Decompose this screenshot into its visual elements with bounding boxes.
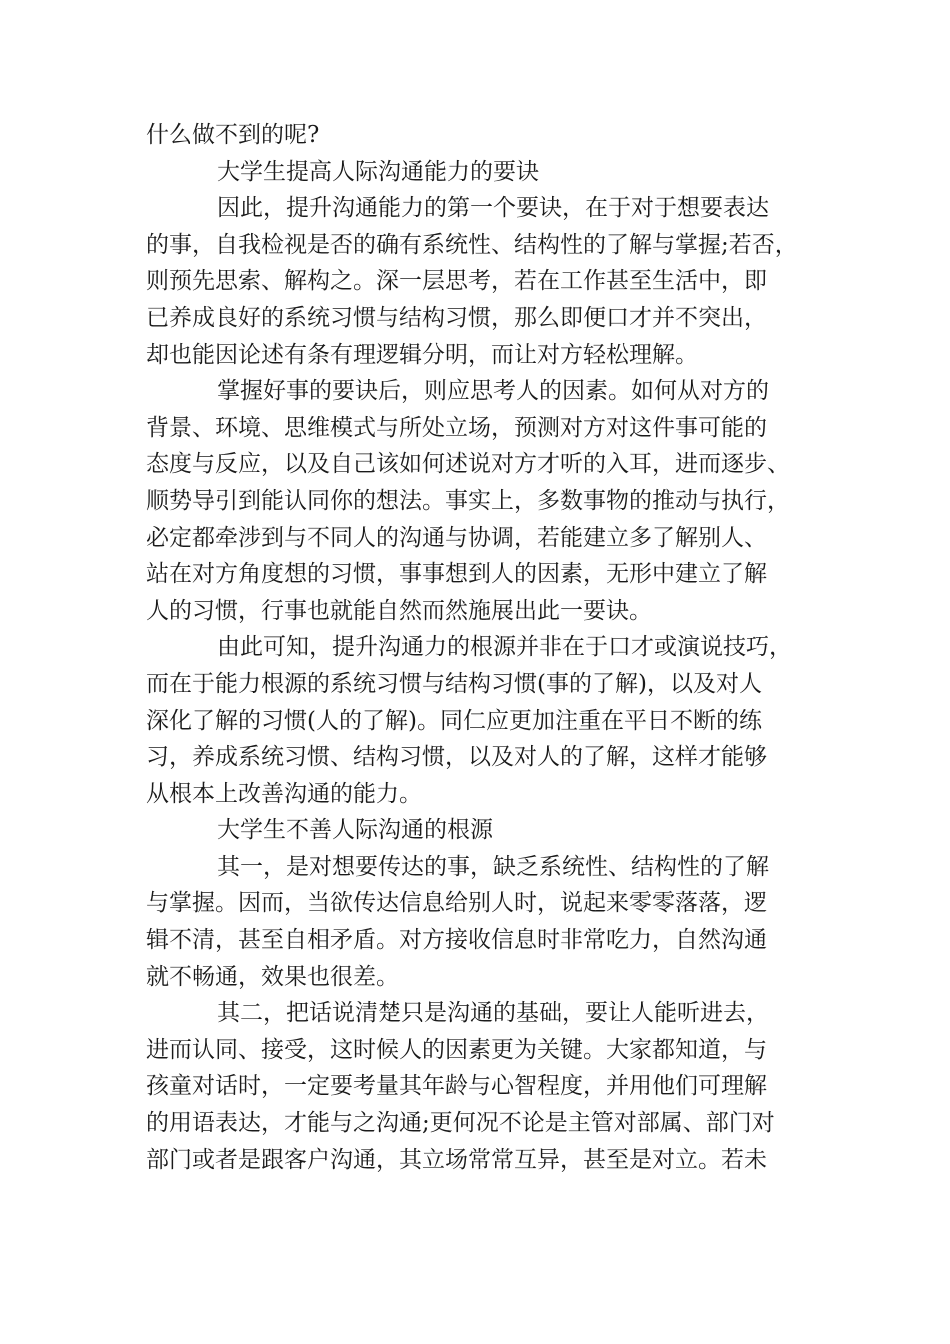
text-line: 则预先思索、解构之。深一层思考，若在工作甚至生活中，即 [146, 268, 767, 295]
text-line: 因此，提升沟通能力的第一个要诀，在于对于想要表达 [217, 195, 769, 222]
text-line: 却也能因论述有条有理逻辑分明，而让对方轻松理解。 [146, 341, 698, 368]
text-line: 习，养成系统习惯、结构习惯，以及对人的了解，这样才能够 [146, 744, 767, 771]
text-line: 其一，是对想要传达的事，缺乏系统性、结构性的了解 [217, 853, 769, 880]
text-line: 其二，把话说清楚只是沟通的基础，要让人能听进去， [217, 1000, 769, 1027]
text-line: 孩童对话时，一定要考量其年龄与心智程度，并用他们可理解 [146, 1073, 767, 1100]
text-line: 的事，自我检视是否的确有系统性、结构性的了解与掌握;若否， [146, 231, 798, 258]
text-line: 深化了解的习惯(人的了解)。同仁应更加注重在平日不断的练 [146, 707, 762, 734]
text-line: 什么做不到的呢? [146, 122, 320, 148]
text-line: 背景、环境、思维模式与所处立场，预测对方对这件事可能的 [146, 414, 767, 441]
document-body [146, 117, 826, 1178]
text-line: 部门或者是跟客户沟通，其立场常常互异，甚至是对立。若未 [146, 1146, 767, 1173]
text-line: 必定都牵涉到与不同人的沟通与协调，若能建立多了解别人、 [146, 524, 767, 551]
text-line: 已养成良好的系统习惯与结构习惯，那么即便口才并不突出， [146, 304, 767, 331]
text-line: 由此可知，提升沟通力的根源并非在于口才或演说技巧， [217, 634, 792, 661]
text-line: 的用语表达，才能与之沟通;更何况不论是主管对部属、部门对 [146, 1110, 775, 1137]
text-line: 而在于能力根源的系统习惯与结构习惯(事的了解)，以及对人 [146, 670, 762, 697]
text-line: 态度与反应，以及自己该如何述说对方才听的入耳，进而逐步、 [146, 451, 790, 478]
text-line: 人的习惯，行事也就能自然而然施展出此一要诀。 [146, 597, 652, 624]
text-line: 辑不清，甚至自相矛盾。对方接收信息时非常吃力，自然沟通 [146, 927, 767, 954]
text-line: 大学生不善人际沟通的根源 [217, 817, 493, 844]
text-line: 与掌握。因而，当欲传达信息给别人时，说起来零零落落，逻 [146, 890, 767, 917]
text-line: 顺势导引到能认同你的想法。事实上，多数事物的推动与执行， [146, 487, 790, 514]
text-line: 掌握好事的要诀后，则应思考人的因素。如何从对方的 [217, 378, 769, 405]
text-line: 站在对方角度想的习惯，事事想到人的因素，无形中建立了解 [146, 561, 767, 588]
text-line: 大学生提高人际沟通能力的要诀 [217, 158, 539, 185]
text-line: 就不畅通，效果也很差。 [146, 963, 399, 990]
text-line: 进而认同、接受，这时候人的因素更为关键。大家都知道，与 [146, 1036, 767, 1063]
text-line: 从根本上改善沟通的能力。 [146, 780, 422, 807]
